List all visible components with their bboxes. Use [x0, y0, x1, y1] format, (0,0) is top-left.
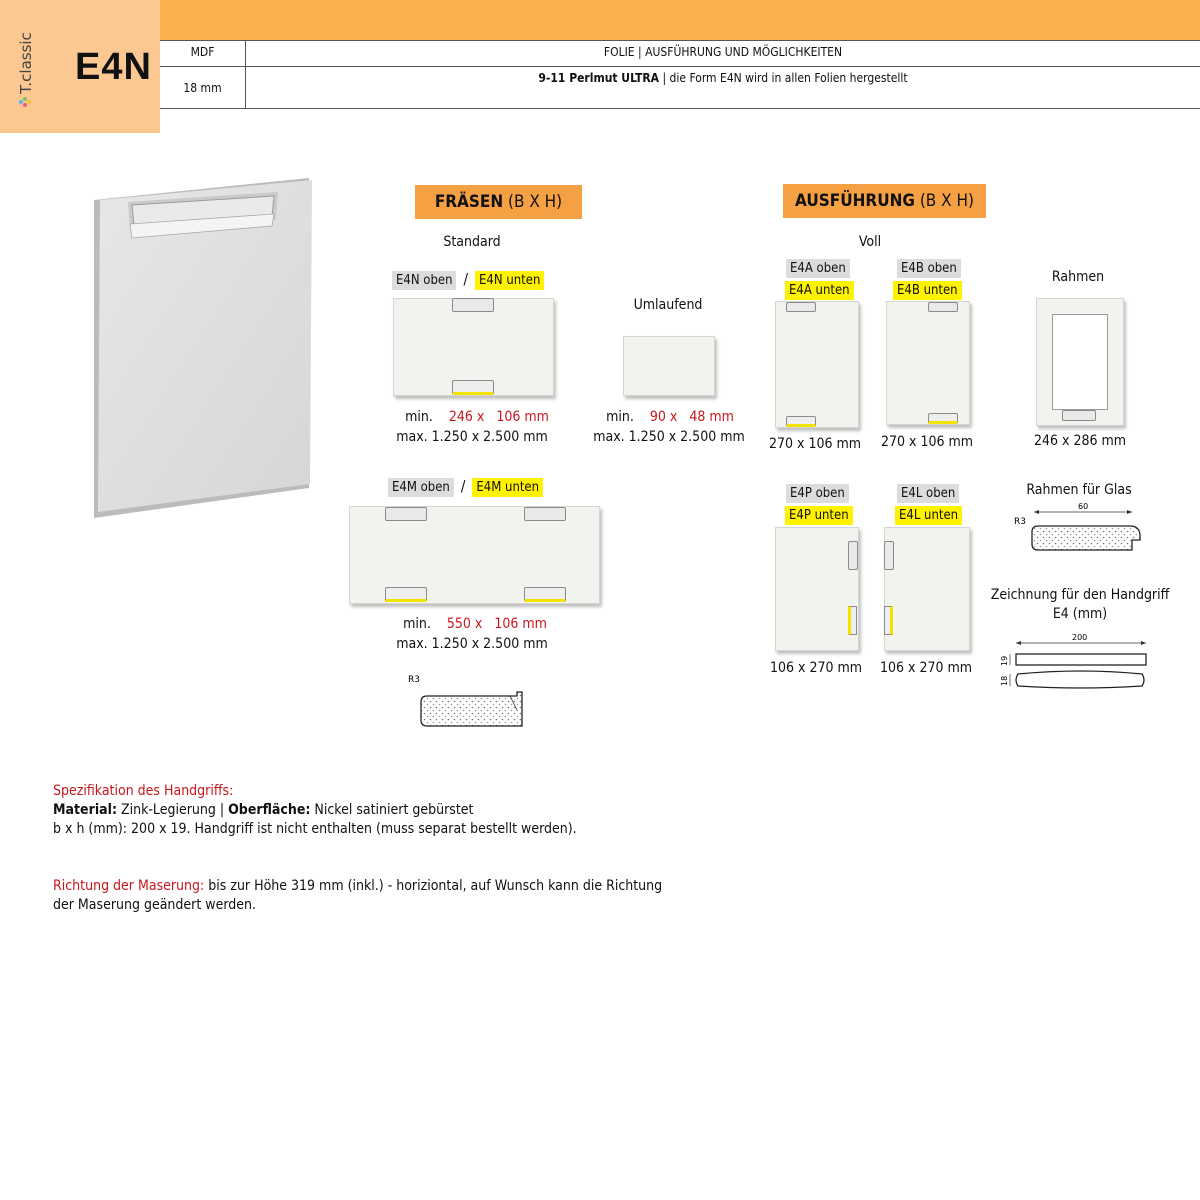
e4b-handle-bottom [928, 413, 958, 424]
profile-drawing [405, 670, 535, 735]
spec-material-line [53, 801, 753, 820]
rahmen-window [1052, 314, 1108, 410]
spec-oberflaeche-value: Nickel satiniert gebürstet [310, 802, 474, 818]
e4n-oben-chip: E4N oben [392, 271, 456, 290]
folie-value [246, 71, 1200, 85]
e4m-max-dim: max. 1.250 x 2.500 mm [396, 636, 548, 652]
e4m-min-dim [390, 616, 560, 632]
fraesen-tag [415, 185, 582, 219]
rahmen-label: Rahmen [1051, 269, 1105, 285]
e4n-handle-bottom [452, 380, 494, 395]
e4p-oben-chip-wrap [786, 482, 849, 503]
umlaufend-max-dim: max. 1.250 x 2.500 mm [593, 429, 745, 445]
ausfuehrung-title: AUSFÜHRUNG [795, 191, 915, 211]
e4m-labels [388, 477, 588, 497]
door-image [84, 178, 324, 518]
e4p-handle-bottom [848, 606, 857, 635]
uml-min-h: 48 mm [689, 409, 734, 425]
richtung-line-1 [53, 877, 753, 896]
table-line-mid [160, 66, 1200, 67]
e4b-oben-chip-wrap [897, 257, 961, 278]
zeichnung-label-2: E4 (mm) [1052, 606, 1108, 622]
richtung-label: Richtung der Maserung: [53, 878, 205, 894]
richtung-block [53, 877, 753, 915]
glas-label: Rahmen für Glas [1026, 482, 1132, 498]
e4l-panel [884, 527, 970, 651]
brand-logo [12, 30, 38, 110]
voll-label: Voll [858, 234, 882, 250]
e4a-unten-chip: E4A unten [785, 281, 854, 300]
handle-drawing [996, 630, 1156, 694]
e4b-dim: 270 x 106 mm [880, 434, 974, 450]
e4p-unten-chip-wrap [785, 504, 853, 525]
profile-r-label: R3 [408, 675, 420, 685]
e4n-min-h: 106 mm [496, 409, 549, 425]
product-code: E4N [75, 46, 152, 88]
fraesen-title-sub: (B X H) [503, 192, 563, 212]
richtung-line-2: der Maserung geändert werden. [53, 897, 256, 913]
table-line-top [160, 40, 1200, 41]
e4m-handle-top-left [385, 507, 427, 521]
e4a-oben-chip-wrap [786, 257, 850, 278]
spec-block [53, 782, 753, 839]
e4m-handle-top-right [524, 507, 566, 521]
brand-text: T.classic [17, 32, 35, 94]
ausfuehrung-title-sub: (B X H) [914, 191, 974, 211]
e4n-min-dim [392, 409, 562, 425]
e4l-unten-chip: E4L unten [895, 506, 962, 525]
zeichnung-19-label: 19 [1000, 655, 1009, 666]
e4m-min-label: min. [403, 616, 431, 632]
e4n-unten-chip: E4N unten [475, 271, 544, 290]
glas-profile-drawing [1012, 500, 1152, 562]
e4a-oben-chip: E4A oben [786, 259, 850, 278]
slash-2: / [460, 477, 466, 495]
umlaufend-min-dim [585, 409, 755, 425]
e4l-unten-chip-wrap [895, 504, 962, 525]
table-line-bottom [160, 108, 1200, 109]
e4b-oben-chip: E4B oben [897, 259, 961, 278]
rahmen-dim: 246 x 286 mm [1033, 433, 1127, 449]
e4a-handle-top [786, 302, 816, 312]
e4a-handle-bottom [786, 416, 816, 427]
header-orange-band [160, 0, 1200, 40]
e4n-labels [392, 270, 562, 290]
spec-dimension-line: b x h (mm): 200 x 19. Handgriff ist nicht enthalten (muss separat bestellt werden). [53, 821, 577, 837]
e4n-min-label: min. [405, 409, 433, 425]
mdf-value: 18 mm [183, 81, 222, 95]
e4p-unten-chip: E4P unten [785, 506, 853, 525]
e4l-handle-top [884, 541, 894, 570]
e4b-unten-chip-wrap [893, 279, 962, 300]
ausfuehrung-tag [783, 184, 986, 218]
glas-60-label: 60 [1078, 502, 1089, 511]
e4m-handle-bottom-right [524, 587, 566, 602]
folie-value-bold: 9-11 Perlmut ULTRA [538, 71, 660, 85]
e4m-handle-bottom-left [385, 587, 427, 602]
zeichnung-label-1: Zeichnung für den Handgriff [990, 587, 1170, 603]
fraesen-title: FRÄSEN [434, 192, 504, 212]
e4b-unten-chip: E4B unten [893, 281, 962, 300]
spec-material-value: Zink-Legierung | [116, 802, 229, 818]
e4n-handle-top [452, 298, 494, 312]
glas-r-label: R3 [1014, 517, 1026, 527]
e4p-handle-top [848, 541, 858, 570]
e4b-panel [886, 301, 970, 425]
umlaufend-panel [623, 336, 715, 396]
e4l-handle-bottom [884, 606, 893, 635]
e4a-unten-chip-wrap [785, 279, 854, 300]
e4n-min-w: 246 x [448, 409, 485, 425]
umlaufend-label: Umlaufend [633, 297, 703, 313]
e4p-panel [775, 527, 859, 651]
standard-label: Standard [443, 234, 501, 250]
e4m-unten-chip: E4M unten [472, 478, 543, 497]
e4b-handle-top [928, 302, 958, 312]
e4n-max-dim: max. 1.250 x 2.500 mm [396, 429, 548, 445]
spec-material-label: Material: [53, 802, 117, 818]
e4p-oben-chip: E4P oben [786, 484, 849, 503]
zeichnung-200-label: 200 [1072, 633, 1088, 642]
spec-oberflaeche-label: Oberfläche: [228, 802, 311, 818]
slash-1: / [463, 270, 469, 288]
mdf-header: MDF [190, 45, 215, 59]
e4l-dim: 106 x 270 mm [879, 660, 973, 676]
richtung-value: bis zur Höhe 319 mm (inkl.) - horiziontal, auf Wunsch kann die Richtung [204, 878, 663, 894]
e4p-dim: 106 x 270 mm [769, 660, 863, 676]
folie-header: FOLIE | AUSFÜHRUNG UND MÖGLICHKEITEN [603, 45, 843, 59]
e4m-min-w: 550 x [446, 616, 483, 632]
e4a-dim: 270 x 106 mm [768, 436, 862, 452]
e4m-oben-chip: E4M oben [388, 478, 454, 497]
folie-value-rest: | die Form E4N wird in allen Folien hergestellt [659, 71, 908, 85]
uml-min-label: min. [606, 409, 634, 425]
spec-title: Spezifikation des Handgriffs: [53, 783, 234, 799]
e4a-panel [775, 301, 859, 428]
uml-min-w: 90 x [649, 409, 678, 425]
zeichnung-18-label: 18 [1000, 675, 1009, 686]
rahmen-handle [1062, 410, 1096, 421]
e4l-oben-chip-wrap [897, 482, 959, 503]
e4l-oben-chip: E4L oben [897, 484, 959, 503]
e4m-min-h: 106 mm [494, 616, 547, 632]
